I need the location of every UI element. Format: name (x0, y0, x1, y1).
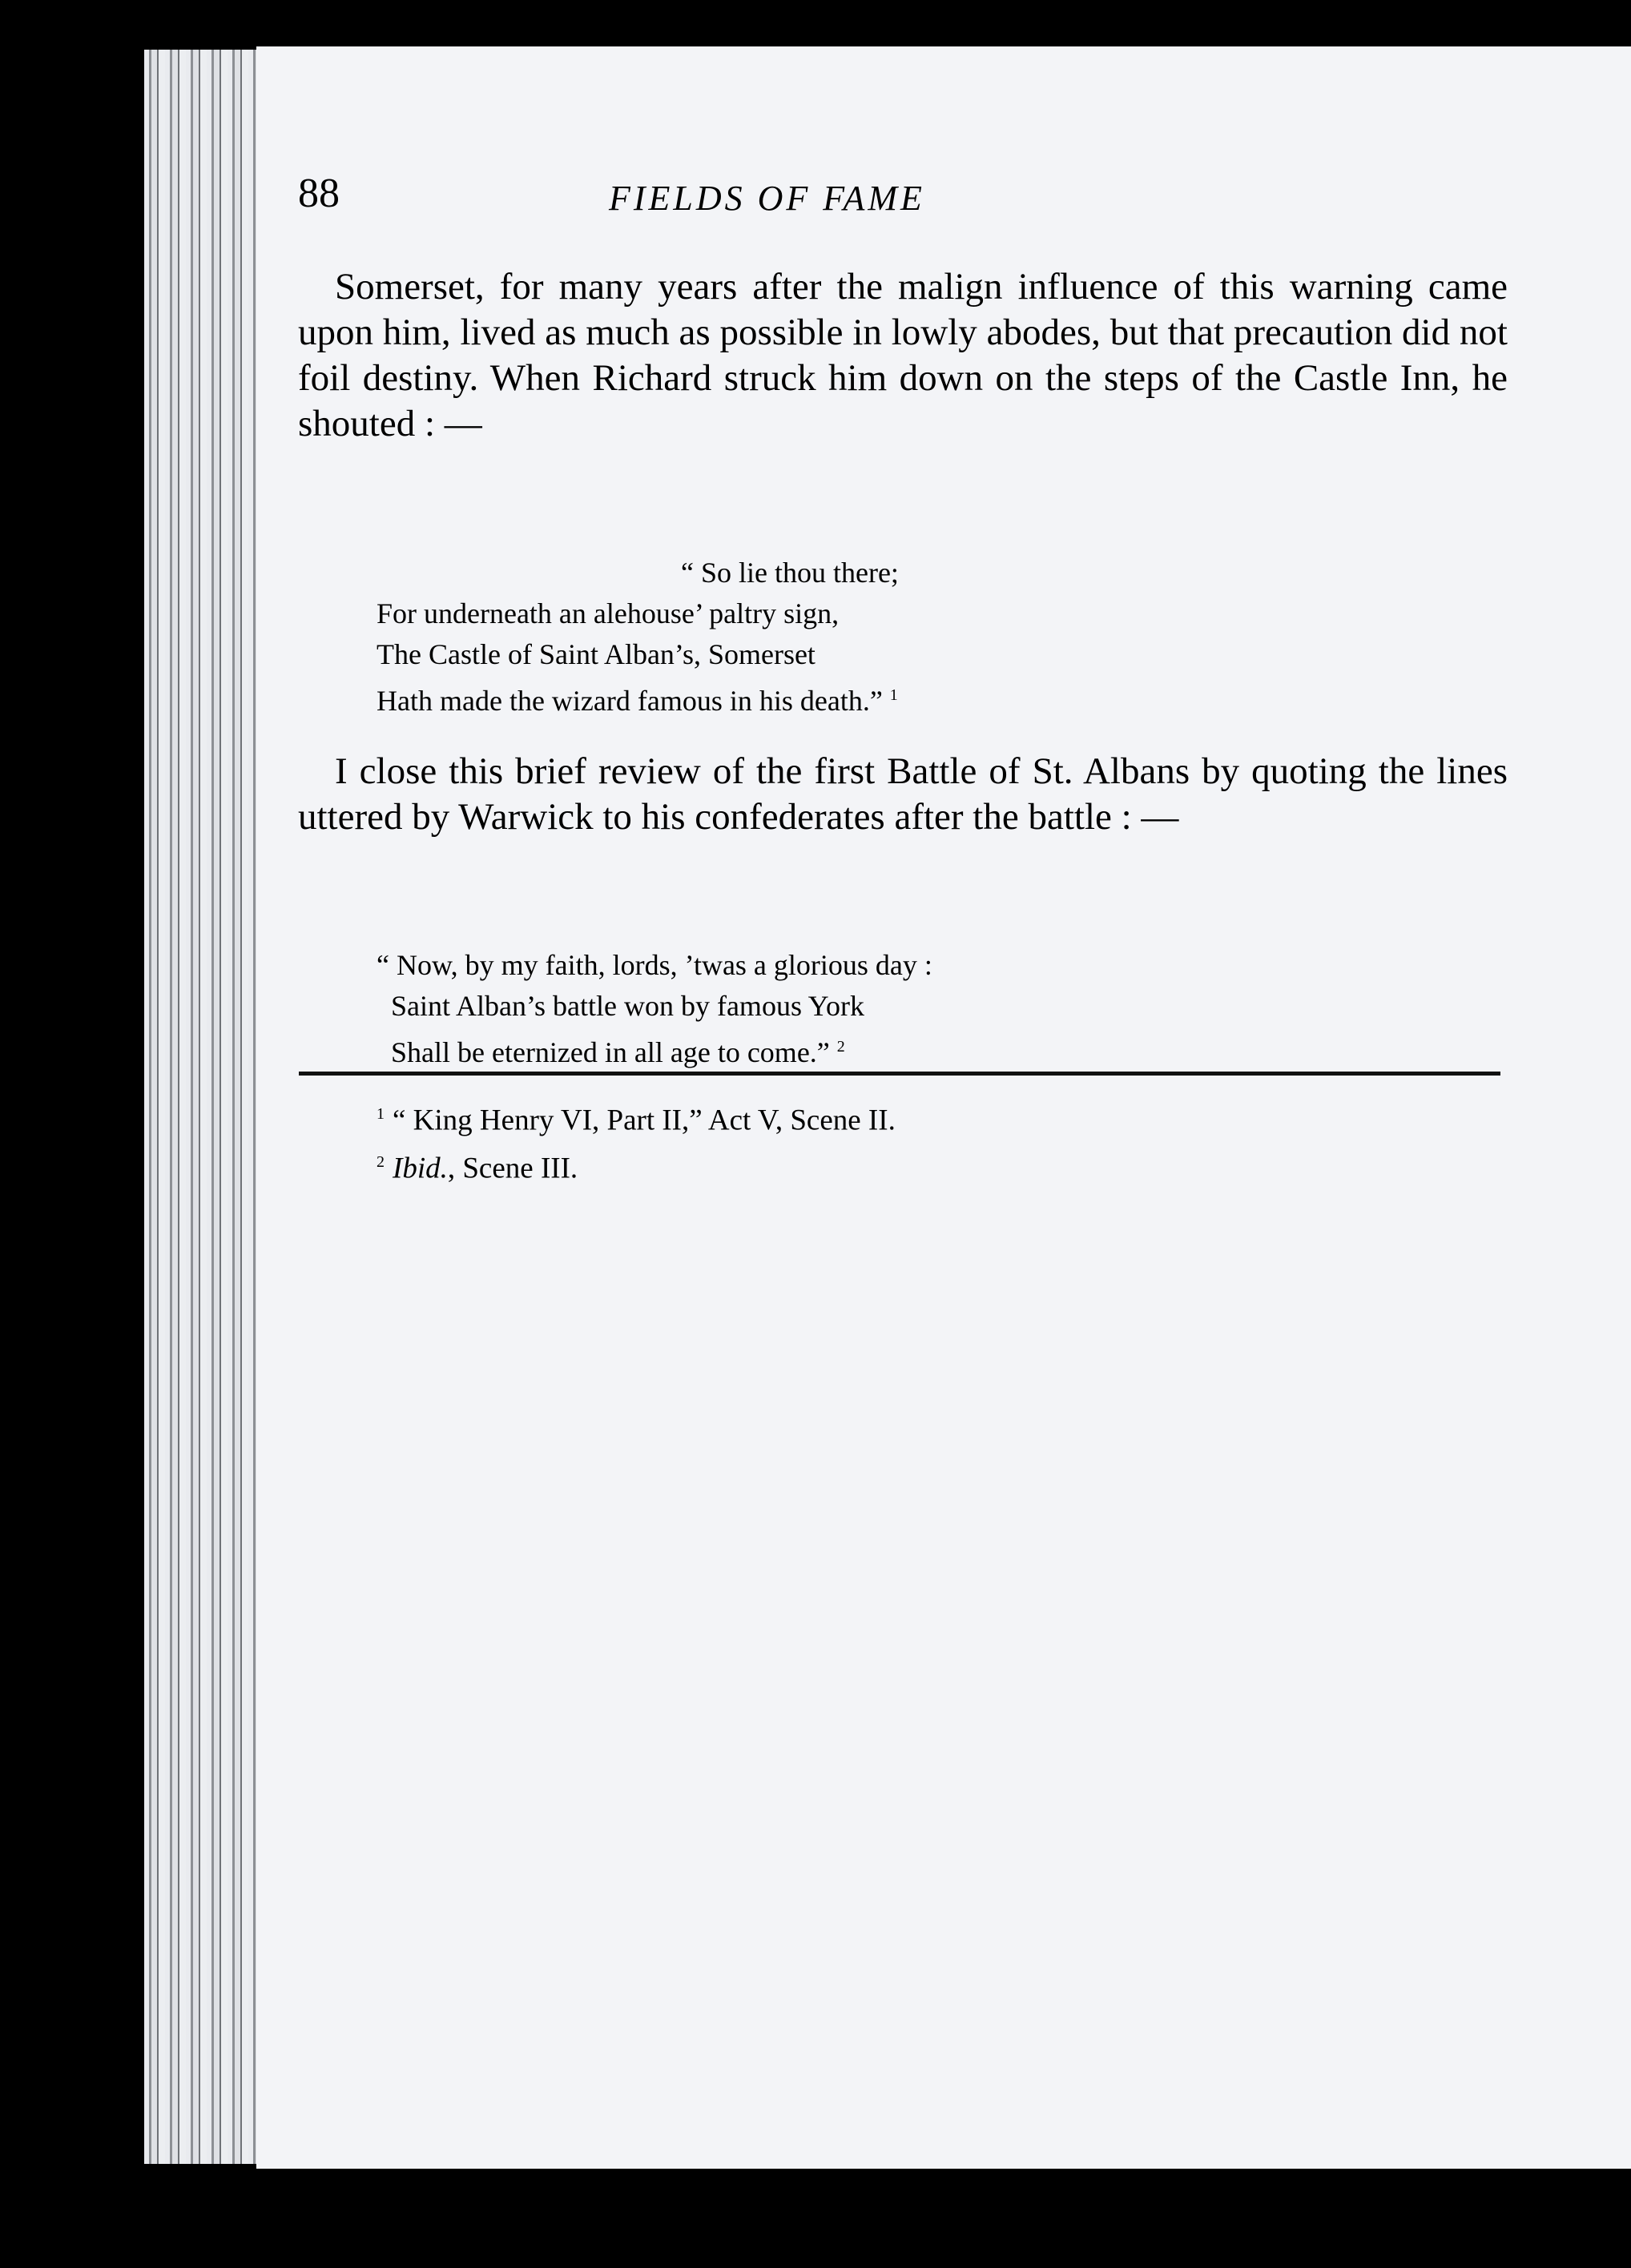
quote-line-last (377, 675, 899, 722)
quote-line-last (377, 1027, 932, 1073)
footnote-mark: 1 (377, 1105, 385, 1123)
quote-line-text: Hath made the wizard famous in his death.” (377, 685, 883, 717)
quote-line-text: Shall be eternized in all age to come.” (391, 1036, 830, 1068)
footnote-2 (377, 1141, 896, 1189)
quote-block-warwick (377, 945, 932, 1073)
quote-line: “ Now, by my faith, lords, ’twas a glorious day : (377, 949, 932, 981)
paragraph-somerset: Somerset, for many years after the malign influence of this warning came upon him, lived as much as possible in lowly abodes, but that precaution did not foil destiny. When Richard struck him down on the steps of the Castle Inn, he shouted : — (298, 266, 1508, 444)
quote-line: “ So lie thou there; (681, 557, 899, 589)
footnotes (377, 1093, 896, 1190)
quote-block-somerset (377, 553, 899, 722)
quote-line: For underneath an alehouse’ paltry sign, (377, 597, 840, 629)
footnote-rule (299, 1072, 1500, 1076)
footnote-mark: 2 (377, 1153, 385, 1172)
footnote-ref-2: 2 (836, 1038, 845, 1056)
footnote-text: , Scene III. (447, 1152, 578, 1185)
quote-line: The Castle of Saint Alban’s, Somerset (377, 638, 816, 670)
running-head: FIELDS OF FAME (609, 179, 925, 218)
paragraph-review: I close this brief review of the first Battle of St. Albans by quoting the lines uttered by Warwick to his confederates after the battle : — (298, 750, 1508, 838)
footnote-1 (377, 1093, 896, 1141)
footnote-ibid: Ibid. (393, 1152, 448, 1185)
quote-line: Saint Alban’s battle won by famous York (391, 990, 864, 1022)
page-edges (144, 50, 264, 2164)
page-number: 88 (298, 171, 340, 216)
footnote-ref-1: 1 (889, 686, 898, 704)
footnote-text: “ King Henry VI, Part II,” Act V, Scene II. (393, 1104, 896, 1137)
